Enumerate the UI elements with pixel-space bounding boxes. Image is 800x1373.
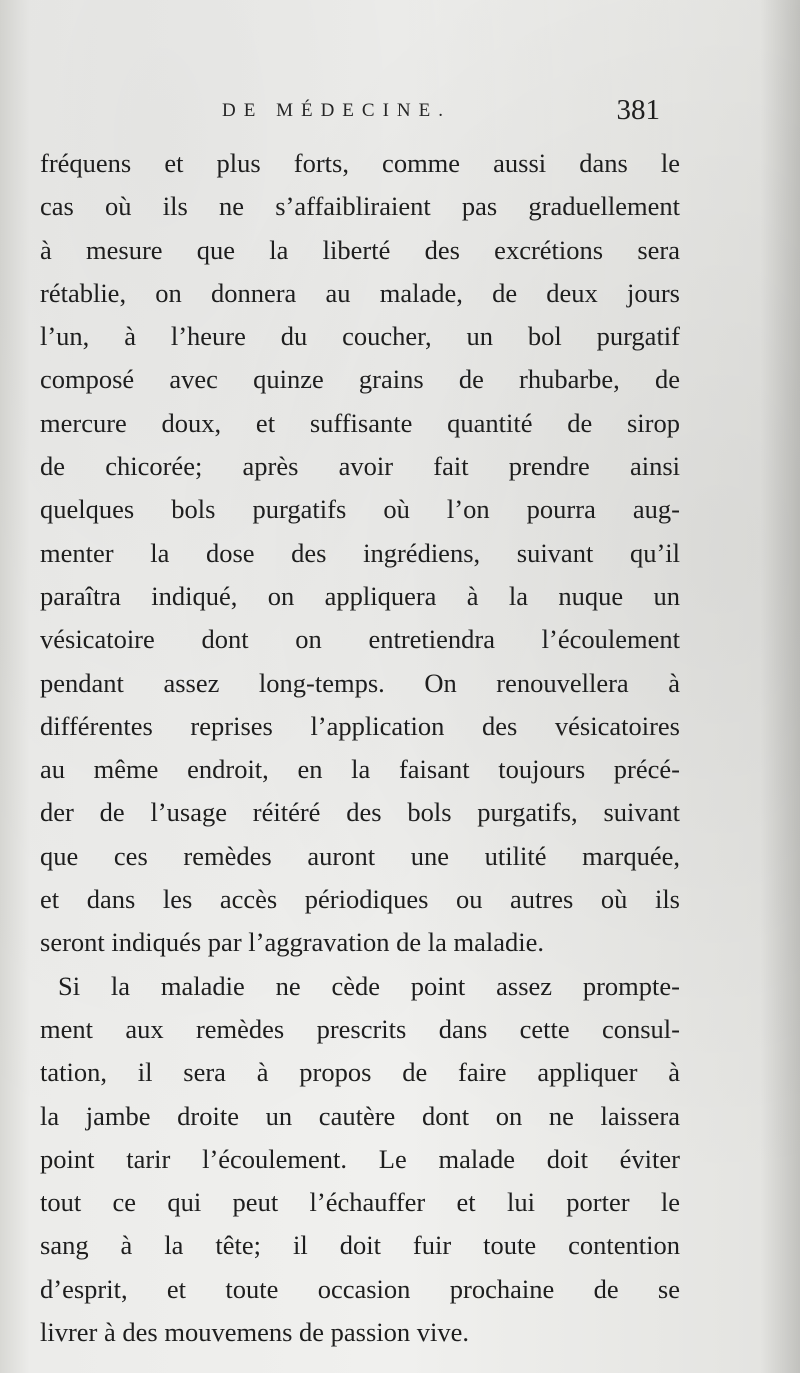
text-line: l’un, à l’heure du coucher, un bol purgatif (40, 321, 680, 352)
paragraph-end-line: livrer à des mouvemens de passion vive. (40, 1317, 470, 1348)
text-line: au même endroit, en la faisant toujours précé- (40, 754, 680, 785)
paragraph-start-line: Si la maladie ne cède point assez prompte- (58, 970, 680, 1001)
text-line: à mesure que la liberté des excrétions sera (40, 234, 680, 265)
text-line: point tarir l’écoulement. Le malade doit éviter (40, 1143, 680, 1174)
text-line: paraîtra indiqué, on appliquera à la nuque un (40, 580, 680, 611)
page-header (222, 96, 660, 136)
text-line: composé avec quinze grains de rhubarbe, de (40, 364, 680, 395)
text-line: sang à la tête; il doit fuir toute contention (40, 1230, 680, 1261)
text-line: et dans les accès périodiques ou autres où ils (40, 884, 680, 915)
text-line: vésicatoire dont on entretiendra l’écoulement (40, 624, 680, 655)
text-line: de chicorée; après avoir fait prendre ainsi (40, 451, 680, 482)
text-line: d’esprit, et toute occasion prochaine de se (40, 1273, 680, 1304)
page-number: 381 (616, 94, 660, 126)
running-head: DE MÉDECINE. (222, 100, 451, 121)
text-line: différentes reprises l’application des vésicatoires (40, 710, 680, 741)
text-line: tout ce qui peut l’échauffer et lui porter le (40, 1187, 680, 1218)
text-line: quelques bols purgatifs où l’on pourra aug- (40, 494, 680, 525)
text-line: cas où ils ne s’affaibliraient pas graduellement (40, 191, 680, 222)
text-line: ment aux remèdes prescrits dans cette consul- (40, 1013, 680, 1044)
text-line: pendant assez long-temps. On renouvellera à (40, 667, 680, 698)
text-line: fréquens et plus forts, comme aussi dans le (40, 148, 680, 178)
paragraph-end-line: seront indiqués par l’aggravation de la maladie. (40, 927, 545, 958)
page-edge-shadow (760, 0, 800, 1373)
text-line: tation, il sera à propos de faire appliquer à (40, 1057, 680, 1088)
text-line: la jambe droite un cautère dont on ne laissera (40, 1100, 680, 1131)
text-line: der de l’usage réitéré des bols purgatifs, suivant (40, 797, 680, 828)
text-line: que ces remèdes auront une utilité marquée, (40, 840, 680, 871)
text-line: rétablie, on donnera au malade, de deux jours (40, 277, 680, 308)
body-text (40, 142, 680, 1354)
text-line: mercure doux, et suffisante quantité de sirop (40, 407, 680, 438)
text-line: menter la dose des ingrédiens, suivant qu’il (40, 537, 680, 568)
